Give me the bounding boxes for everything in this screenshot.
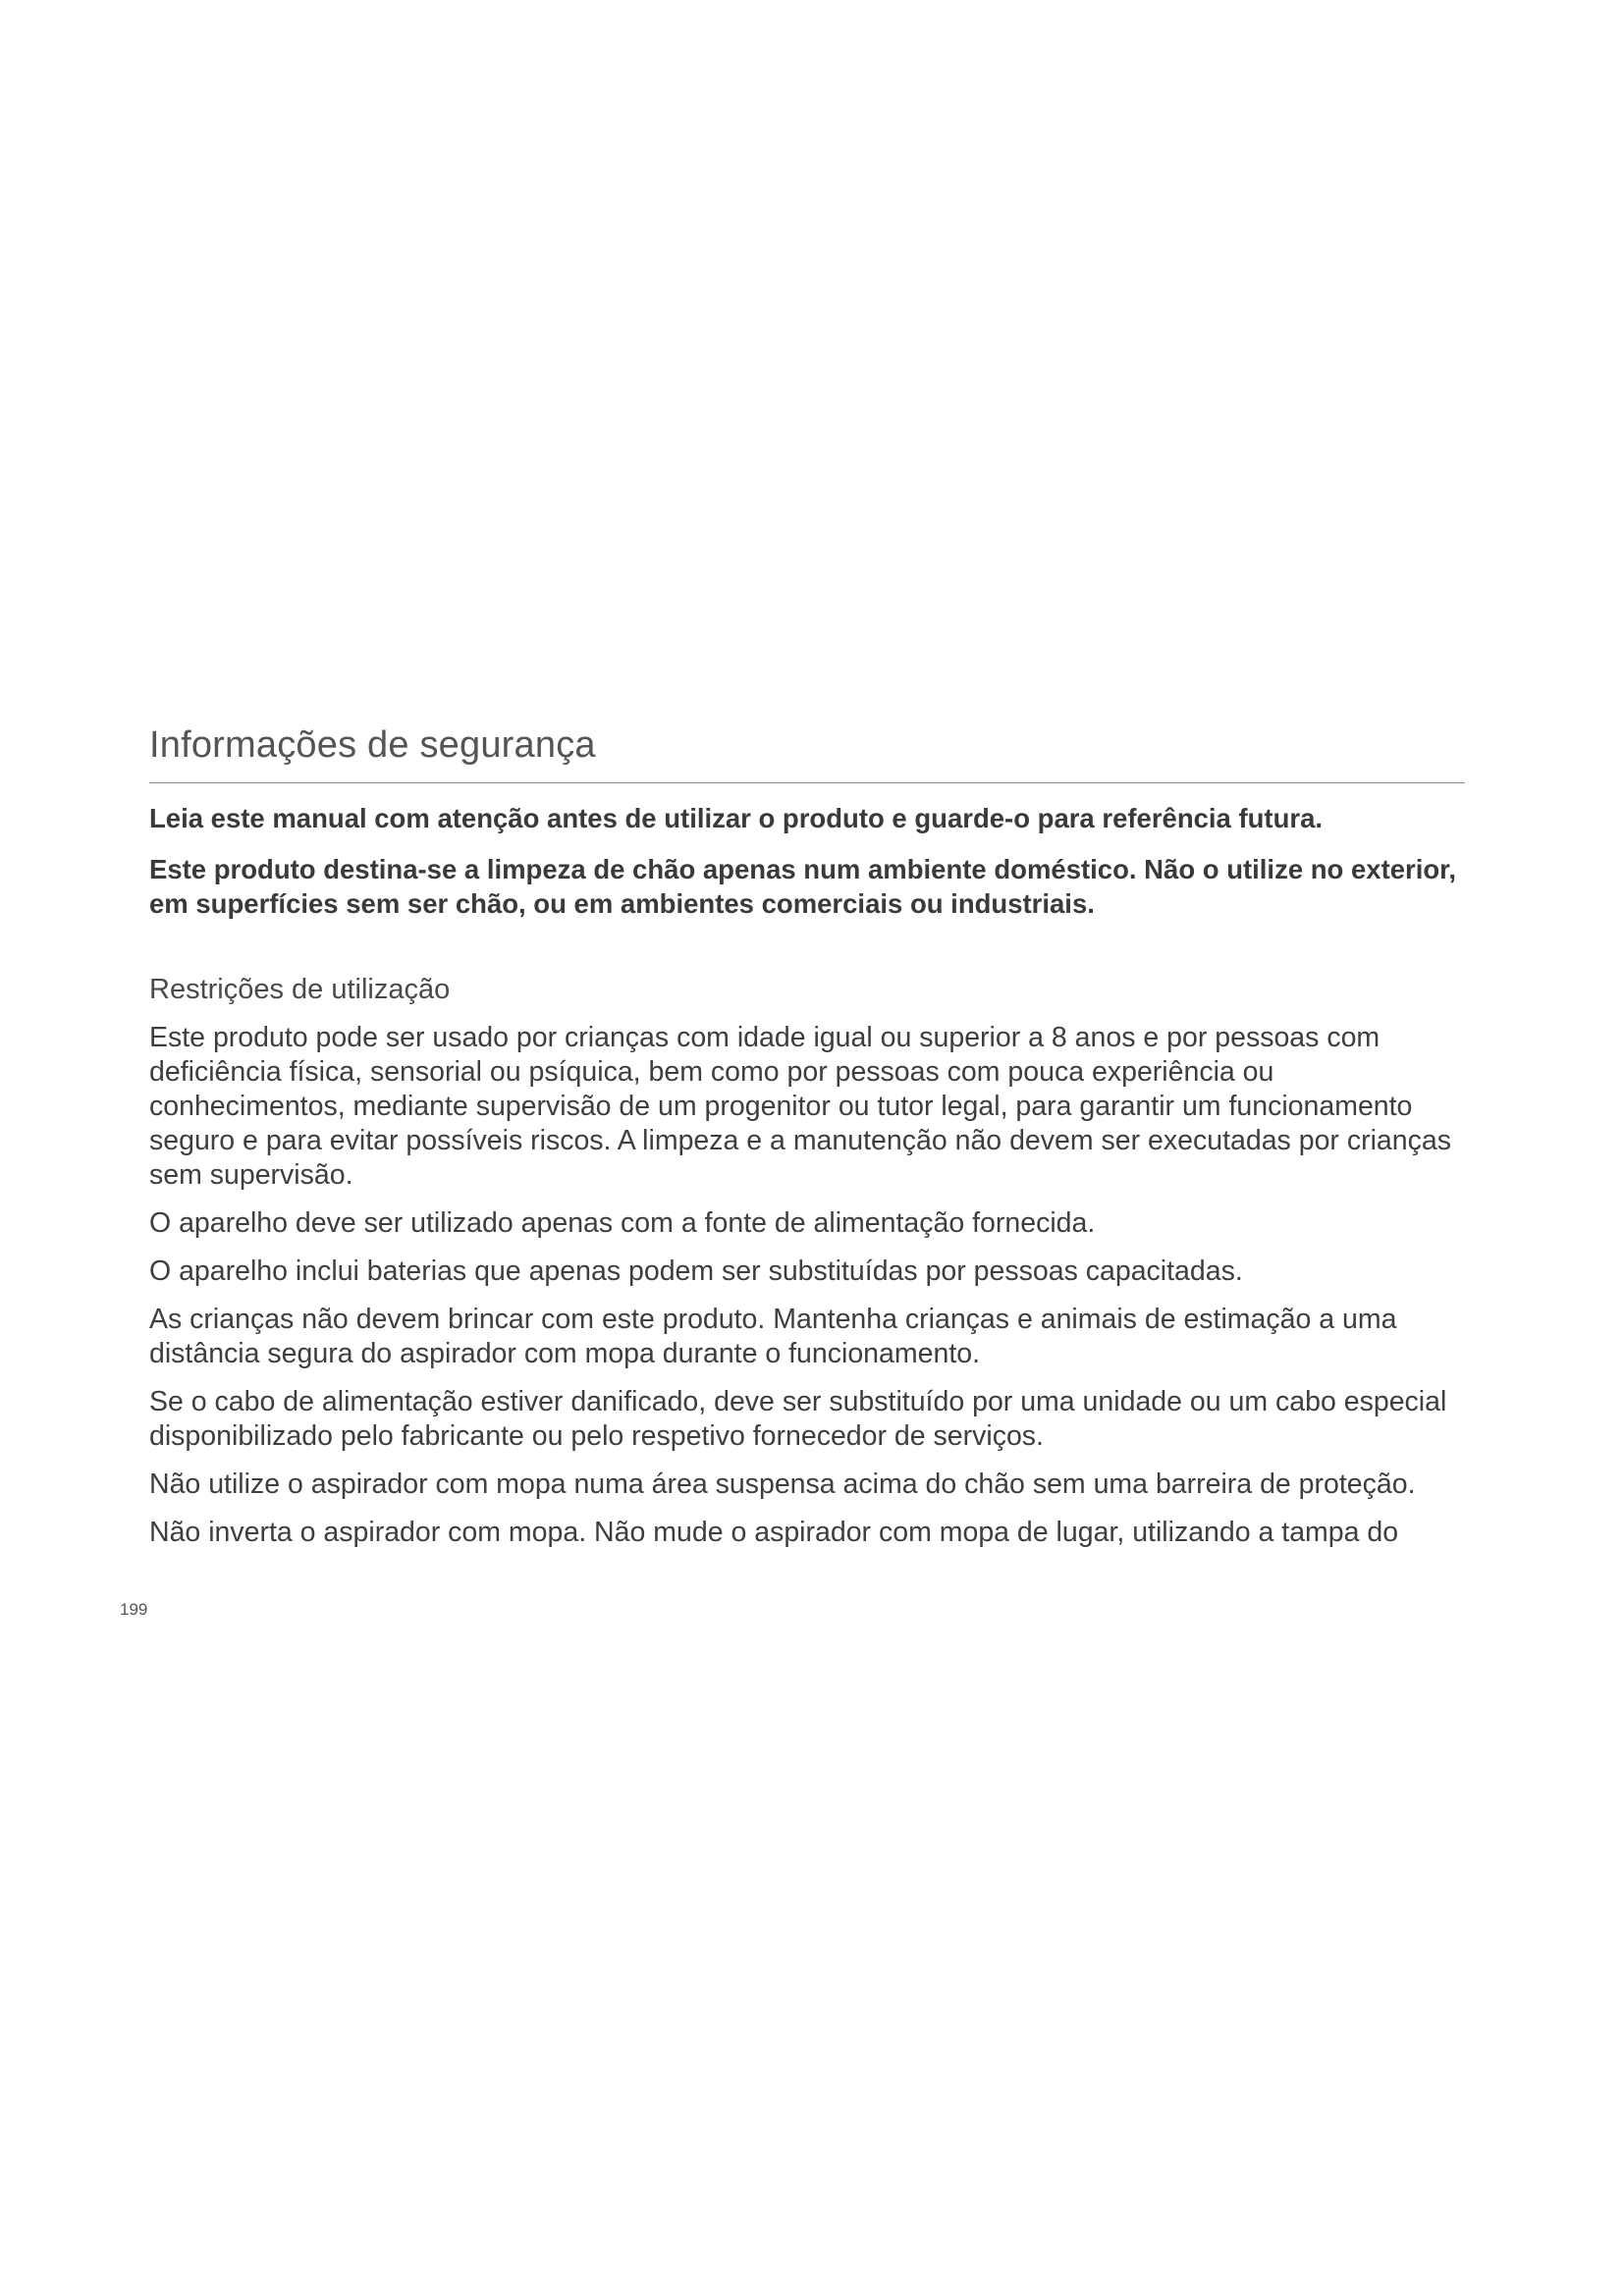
- section-title: Informações de segurança: [149, 724, 596, 766]
- restriction-paragraph-children-pets: As crianças não devem brincar com este produto. Mantenha crianças e animais de estimação a uma distância segura do aspirador com mopa durante o funcionamento.: [149, 1304, 1397, 1369]
- restriction-paragraph-supervision: Este produto pode ser usado por crianças com idade igual ou superior a 8 anos e por pessoas com deficiência física, sensorial ou psíquica, bem como por pessoas com pouca experiência ou conhecimentos, mediante supervisão de um progenitor ou tutor legal, para garantir um funcionamento seguro e para evitar possíveis riscos. A limpeza e a manutenção não devem ser executadas por crianças sem supervisão.: [149, 1022, 1451, 1191]
- restrictions-heading: Restrições de utilização: [149, 974, 451, 1005]
- intro-paragraph-intended-use: Este produto destina-se a limpeza de chão apenas num ambiente doméstico. Não o utilize no exterior, em superfícies sem ser chão, ou em ambientes comerciais ou industriais.: [149, 854, 1456, 919]
- restriction-paragraph-power-cable: Se o cabo de alimentação estiver danificado, deve ser substituído por uma unidade ou um cabo especial disponibilizado pelo fabricante ou pelo respetivo fornecedor de serviços.: [149, 1386, 1447, 1452]
- page-number: 199: [120, 1600, 148, 1619]
- restriction-paragraph-batteries: O aparelho inclui baterias que apenas podem ser substituídas por pessoas capacitadas.: [149, 1255, 1243, 1287]
- title-divider: [149, 782, 1465, 783]
- safety-section: [149, 721, 1465, 1550]
- restriction-paragraph-suspended-area: Não utilize o aspirador com mopa numa área suspensa acima do chão sem uma barreira de proteção.: [149, 1468, 1416, 1500]
- restriction-paragraph-power-supply: O aparelho deve ser utilizado apenas com a fonte de alimentação fornecida.: [149, 1207, 1096, 1239]
- restriction-paragraph-do-not-invert: Não inverta o aspirador com mopa. Não mude o aspirador com mopa de lugar, utilizando a tampa do: [149, 1517, 1399, 1548]
- intro-paragraph-read-manual: Leia este manual com atenção antes de utilizar o produto e guarde-o para referência futura.: [149, 803, 1324, 833]
